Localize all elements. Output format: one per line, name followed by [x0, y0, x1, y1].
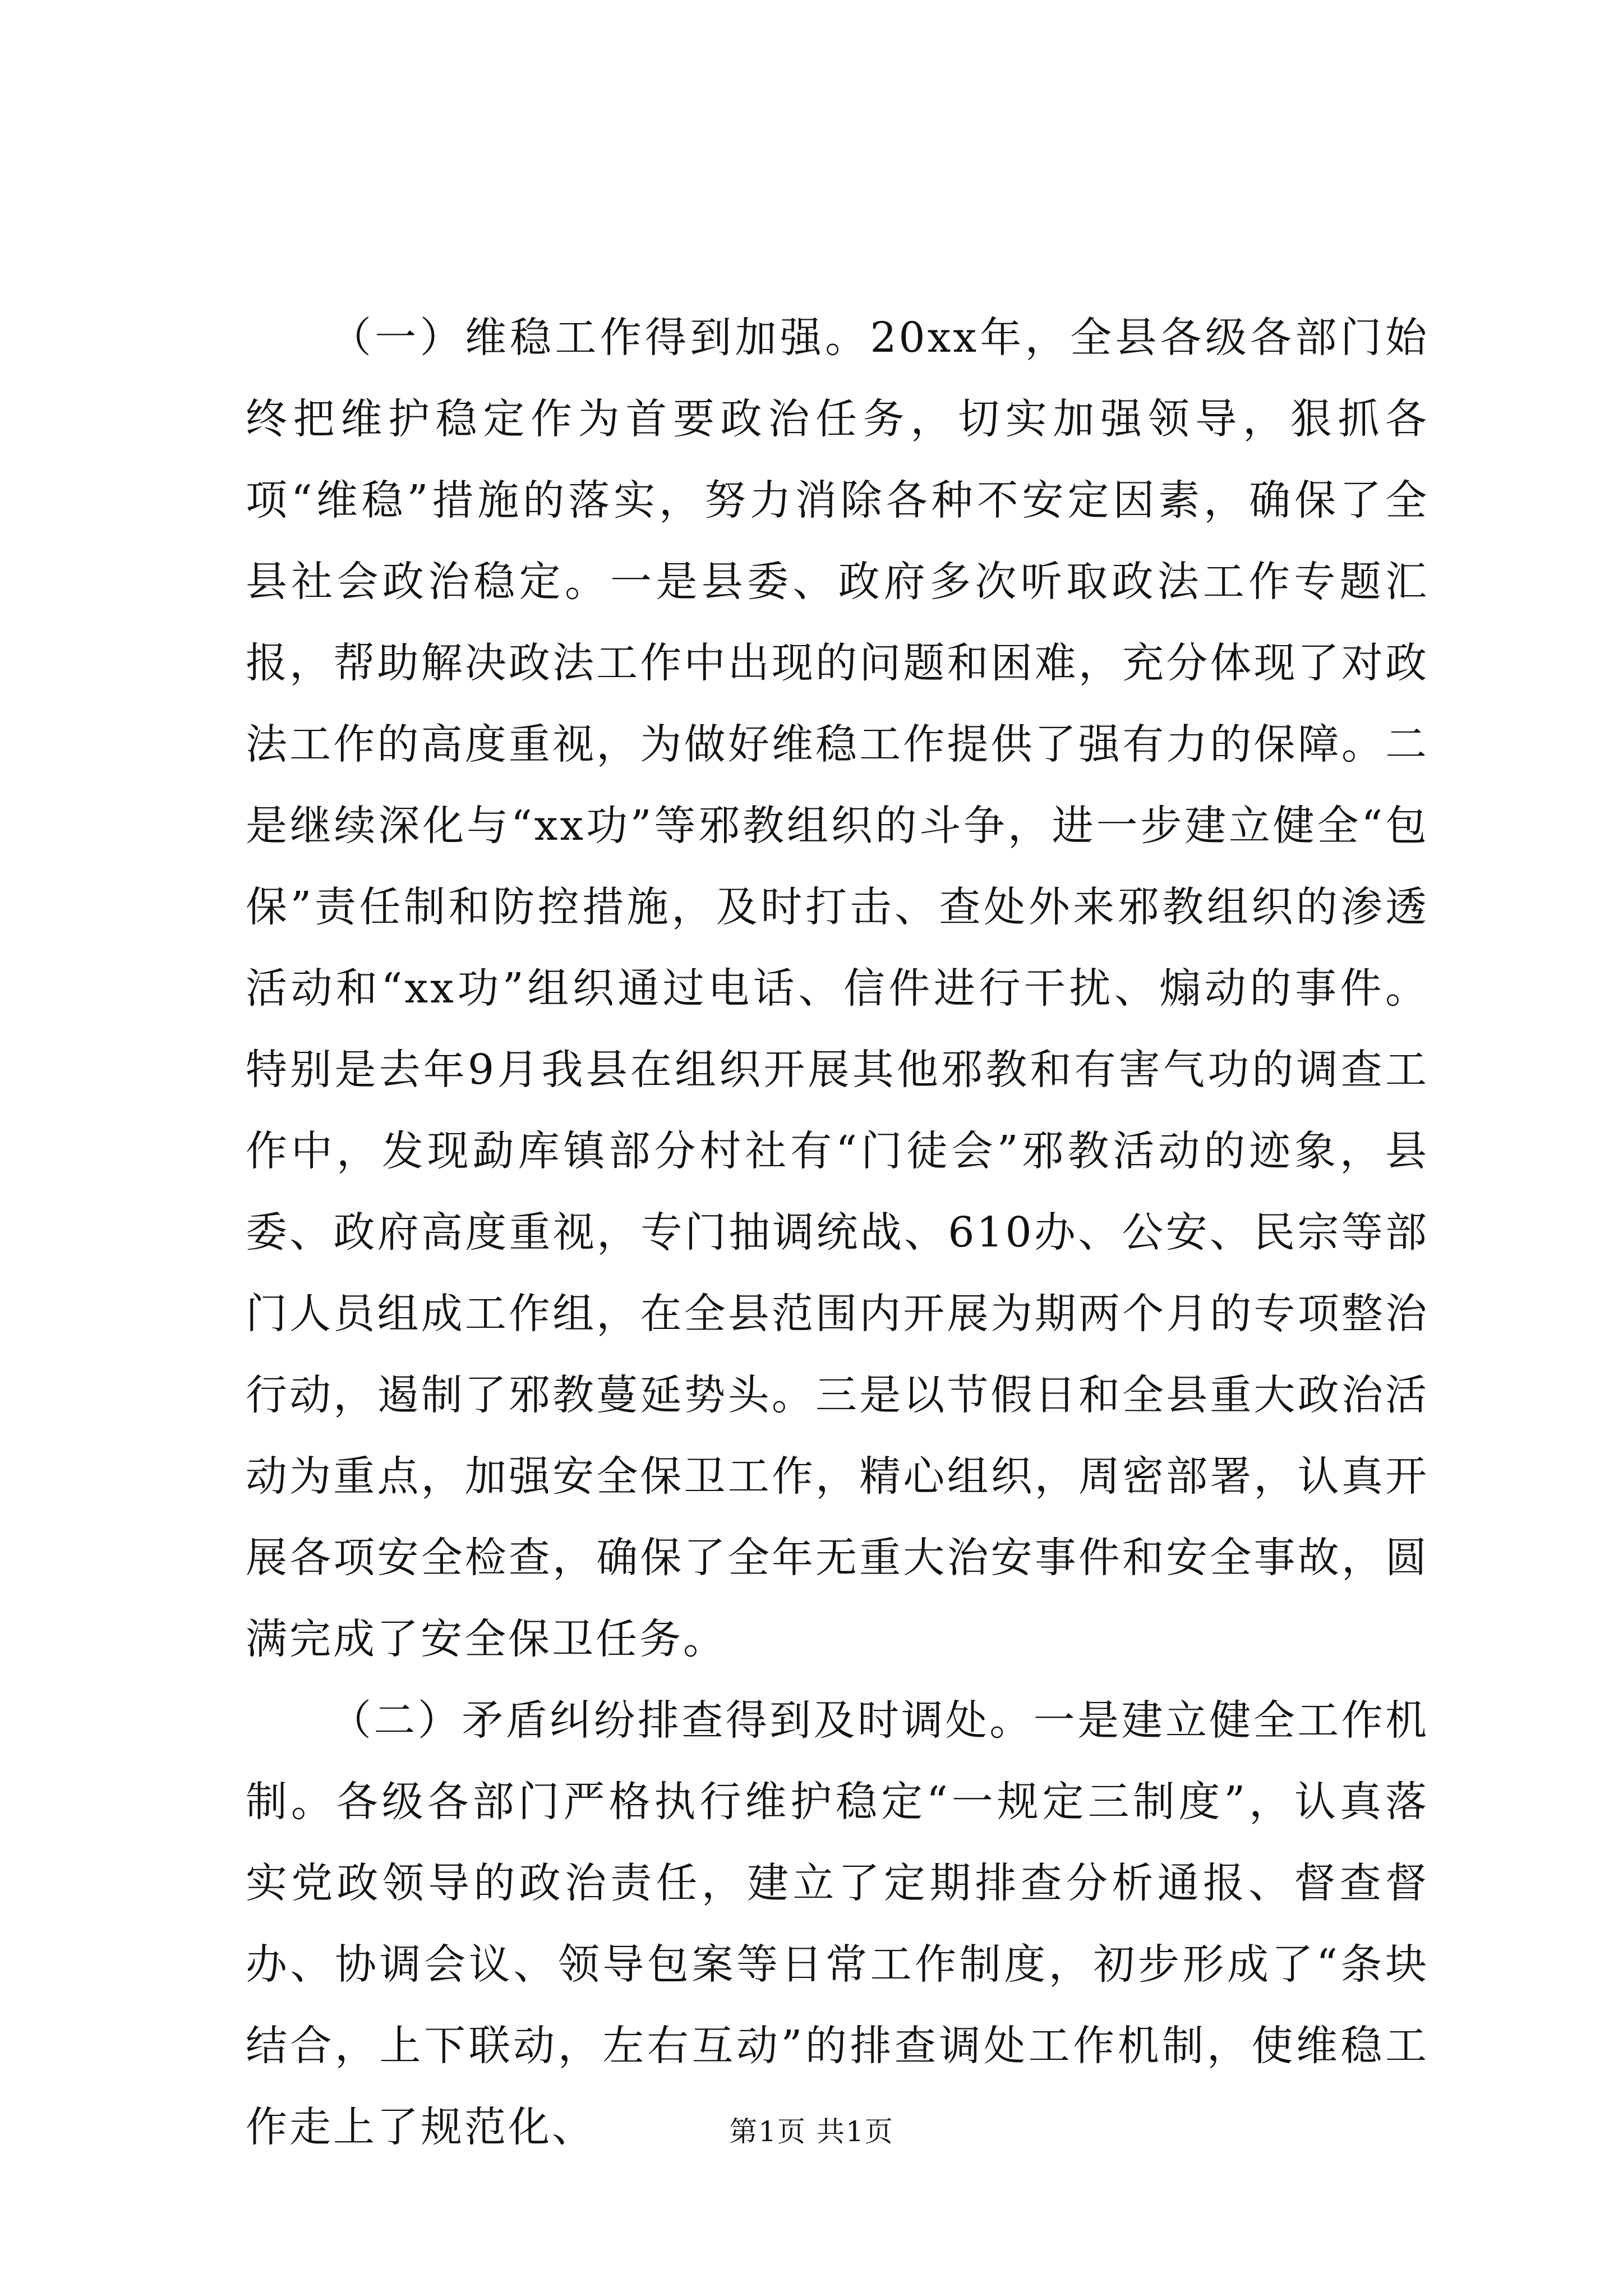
document-body — [246, 297, 1429, 2168]
paragraph-stability-work: （一）维稳工作得到加强。20xx年，全县各级各部门始终把维护稳定作为首要政治任务，切实加强领导，狠抓各项“维稳”措施的落实，努力消除各种不安定因素，确保了全县社会政治稳定。一是县委、政府多次听取政法工作专题汇报，帮助解决政法工作中出现的问题和困难，充分体现了对政法工作的高度重视，为做好维稳工作提供了强有力的保障。二是继续深化与“xx功”等邪教组织的斗争，进一步建立健全“包保”责任制和防控措施，及时打击、查处外来邪教组织的渗透活动和“xx功”组织通过电话、信件进行干扰、煽动的事件。特别是去年9月我县在组织开展其他邪教和有害气功的调查工作中，发现勐库镇部分村社有“门徒会”邪教活动的迹象，县委、政府高度重视，专门抽调统战、610办、公安、民宗等部门人员组成工作组，在全县范围内开展为期两个月的专项整治行动，遏制了邪教蔓延势头。三是以节假日和全县重大政治活动为重点，加强安全保卫工作，精心组织，周密部署，认真开展各项安全检查，确保了全年无重大治安事件和安全事故，圆满完成了安全保卫任务。 — [246, 314, 1429, 1663]
paragraph-dispute-mediation: （二）矛盾纠纷排查得到及时调处。一是建立健全工作机制。各级各部门严格执行维护稳定“一规定三制度”，认真落实党政领导的政治责任，建立了定期排查分析通报、督查督办、协调会议、领导包案等日常工作制度，初步形成了“条块结合，上下联动，左右互动”的排查调处工作机制，使维稳工作走上了规范化、 — [246, 1696, 1429, 2151]
page-number-footer: 第1页 共1页 — [729, 2115, 894, 2148]
